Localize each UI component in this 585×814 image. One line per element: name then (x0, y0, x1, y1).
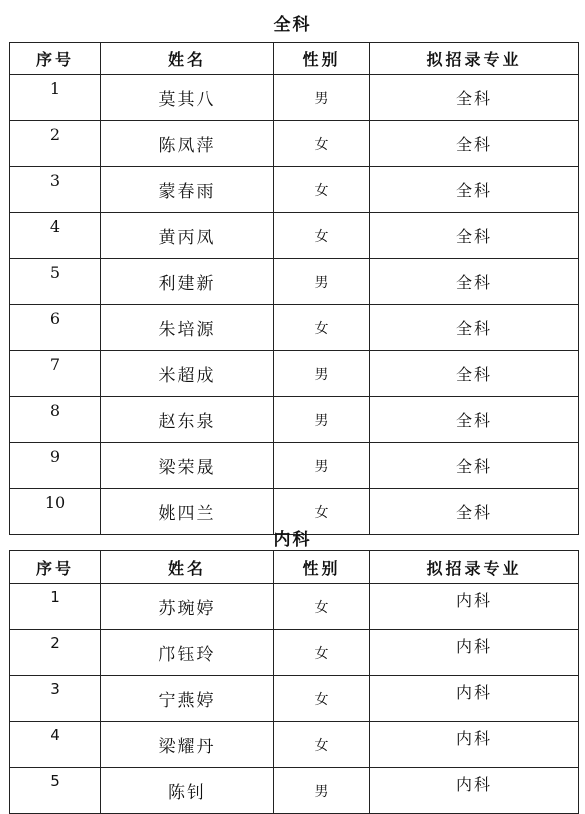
cell-name: 米超成 (101, 351, 274, 397)
header-major: 拟招录专业 (370, 551, 579, 584)
table-row (10, 351, 579, 397)
section-title-general: 全科 (273, 15, 312, 35)
cell-gender: 女 (274, 121, 370, 167)
cell-gender: 女 (274, 305, 370, 351)
table-row (10, 259, 579, 305)
cell-gender: 女 (274, 630, 370, 676)
cell-name: 姚四兰 (101, 489, 274, 535)
table-row (10, 397, 579, 443)
internal-medicine-table (9, 550, 579, 814)
cell-number: 8 (10, 397, 101, 443)
header-number: 序号 (10, 43, 101, 75)
cell-number: 4 (10, 213, 101, 259)
cell-major: 全科 (370, 259, 579, 305)
cell-major: 内科 (370, 676, 579, 722)
table-row (10, 584, 579, 630)
cell-name: 陈钊 (101, 768, 274, 814)
cell-name: 陈凤萍 (101, 121, 274, 167)
table-row (10, 75, 579, 121)
cell-gender: 男 (274, 397, 370, 443)
cell-gender: 女 (274, 722, 370, 768)
cell-gender: 女 (274, 167, 370, 213)
cell-major: 内科 (370, 768, 579, 814)
table-row (10, 768, 579, 814)
header-name: 姓名 (101, 43, 274, 75)
cell-name: 梁耀丹 (101, 722, 274, 768)
table-row (10, 630, 579, 676)
cell-gender: 女 (274, 213, 370, 259)
cell-name: 黄丙凤 (101, 213, 274, 259)
cell-number: 3 (10, 167, 101, 213)
table-row (10, 676, 579, 722)
cell-number: 9 (10, 443, 101, 489)
header-number: 序号 (10, 551, 101, 584)
cell-major: 全科 (370, 121, 579, 167)
cell-major: 全科 (370, 351, 579, 397)
cell-name: 朱培源 (101, 305, 274, 351)
cell-number: 2 (10, 630, 101, 676)
cell-major: 全科 (370, 167, 579, 213)
cell-major: 全科 (370, 443, 579, 489)
cell-gender: 男 (274, 259, 370, 305)
cell-gender: 女 (274, 676, 370, 722)
cell-gender: 女 (274, 584, 370, 630)
cell-major: 内科 (370, 722, 579, 768)
header-gender: 性别 (274, 551, 370, 584)
table-row (10, 443, 579, 489)
cell-major: 全科 (370, 213, 579, 259)
header-name: 姓名 (101, 551, 274, 584)
table-row (10, 722, 579, 768)
table-row (10, 213, 579, 259)
cell-major: 内科 (370, 630, 579, 676)
cell-number: 6 (10, 305, 101, 351)
header-major: 拟招录专业 (370, 43, 579, 75)
cell-number: 5 (10, 259, 101, 305)
cell-major: 全科 (370, 489, 579, 535)
cell-number: 4 (10, 722, 101, 768)
table-header-row (10, 551, 579, 584)
general-practice-table (9, 42, 579, 535)
header-gender: 性别 (274, 43, 370, 75)
table-header-row (10, 43, 579, 75)
cell-gender: 男 (274, 351, 370, 397)
section-title-internal: 内科 (273, 530, 312, 550)
cell-name: 蒙春雨 (101, 167, 274, 213)
table-row (10, 167, 579, 213)
cell-name: 莫其八 (101, 75, 274, 121)
cell-number: 2 (10, 121, 101, 167)
cell-major: 内科 (370, 584, 579, 630)
cell-name: 赵东泉 (101, 397, 274, 443)
cell-name: 利建新 (101, 259, 274, 305)
cell-number: 5 (10, 768, 101, 814)
table-row (10, 305, 579, 351)
cell-major: 全科 (370, 75, 579, 121)
cell-major: 全科 (370, 397, 579, 443)
cell-number: 3 (10, 676, 101, 722)
cell-gender: 女 (274, 489, 370, 535)
cell-major: 全科 (370, 305, 579, 351)
cell-number: 7 (10, 351, 101, 397)
table-row (10, 121, 579, 167)
cell-gender: 男 (274, 768, 370, 814)
cell-number: 1 (10, 584, 101, 630)
cell-name: 宁燕婷 (101, 676, 274, 722)
cell-name: 苏琬婷 (101, 584, 274, 630)
cell-number: 1 (10, 75, 101, 121)
cell-name: 邝钰玲 (101, 630, 274, 676)
cell-name: 梁荣晟 (101, 443, 274, 489)
cell-gender: 男 (274, 443, 370, 489)
cell-gender: 男 (274, 75, 370, 121)
cell-number: 10 (10, 489, 101, 535)
